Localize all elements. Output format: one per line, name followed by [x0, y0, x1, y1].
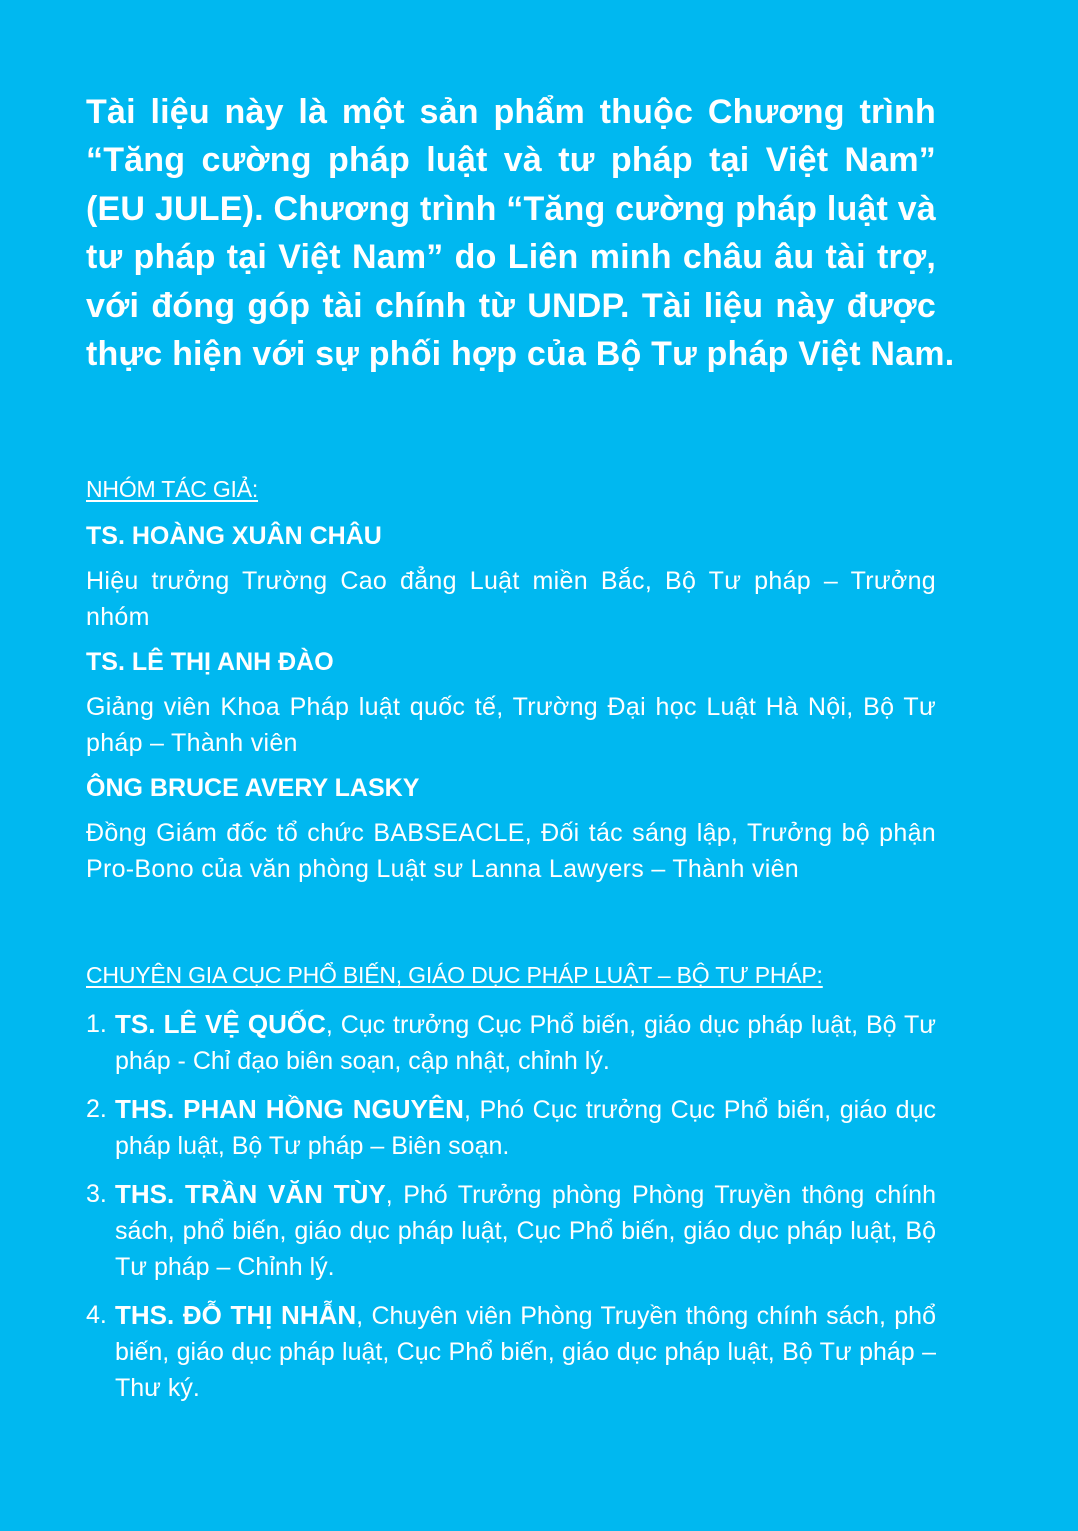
intro-line: với đóng góp tài chính từ UNDP. Tài liệu này được [86, 286, 936, 325]
list-number: 4. [86, 1301, 107, 1329]
author-entry [86, 521, 936, 635]
expert-name: THS. ĐỖ THỊ NHẪN [115, 1300, 357, 1330]
list-item [86, 1006, 936, 1079]
intro-line: Tài liệu này là một sản phẩm thuộc Chương trình [86, 93, 936, 131]
expert-name: THS. PHAN HỒNG NGUYÊN [115, 1094, 464, 1124]
expert-name: TS. LÊ VỆ QUỐC [115, 1009, 326, 1039]
author-desc: Đồng Giám đốc tổ chức BABSEACLE, Đối tác sáng lập, Trưởng bộ phận Pro-Bono của văn phòng Luật sư Lanna Lawyers – Thành viên [86, 819, 936, 883]
expert-desc: , Cục trưởng Cục Phổ biến, giáo dục pháp luật, Bộ Tư pháp - Chỉ đạo biên soạn, cập nhật, chỉnh lý. [115, 1011, 936, 1075]
author-entry [86, 647, 936, 761]
author-name: TS. HOÀNG XUÂN CHÂU [86, 522, 382, 550]
author-entry [86, 773, 936, 887]
author-name: TS. LÊ THỊ ANH ĐÀO [86, 648, 334, 676]
expert-desc: , Phó Cục trưởng Cục Phổ biến, giáo dục pháp luật, Bộ Tư pháp – Biên soạn. [115, 1096, 936, 1160]
authors-heading: NHÓM TÁC GIẢ: [86, 476, 259, 502]
author-name: ÔNG BRUCE AVERY LASKY [86, 774, 420, 802]
author-desc: Giảng viên Khoa Pháp luật quốc tế, Trường Đại học Luật Hà Nội, Bộ Tư pháp – Thành viên [86, 693, 936, 757]
list-item [86, 1091, 936, 1164]
author-desc: Hiệu trưởng Trường Cao đẳng Luật miền Bắc, Bộ Tư pháp – Trưởng nhóm [86, 567, 936, 631]
expert-desc: , Phó Trưởng phòng Phòng Truyền thông chính sách, phổ biến, giáo dục pháp luật, Cục Phổ biến, giáo dục pháp luật, Bộ Tư pháp – Chỉnh lý. [115, 1181, 936, 1281]
experts-section [86, 960, 936, 1406]
experts-heading: CHUYÊN GIA CỤC PHỔ BIẾN, GIÁO DỤC PHÁP LUẬT – BỘ TƯ PHÁP: [86, 962, 823, 988]
list-item [86, 1297, 936, 1406]
list-number: 1. [86, 1010, 107, 1038]
list-number: 3. [86, 1180, 107, 1208]
authors-section [86, 474, 936, 887]
intro-line: “Tăng cường pháp luật và tư pháp tại Việt Nam” [86, 141, 936, 180]
list-item [86, 1176, 936, 1285]
expert-name: THS. TRẦN VĂN TÙY [115, 1179, 386, 1209]
intro-line: tư pháp tại Việt Nam” do Liên minh châu âu tài trợ, [86, 238, 936, 277]
expert-desc: , Chuyên viên Phòng Truyền thông chính sách, phổ biến, giáo dục pháp luật, Cục Phổ biến, giáo dục pháp luật, Bộ Tư pháp – Thư ký. [115, 1302, 936, 1402]
list-number: 2. [86, 1095, 107, 1123]
intro-line: thực hiện với sự phối hợp của Bộ Tư pháp Việt Nam. [86, 334, 955, 373]
intro-paragraph [86, 88, 955, 378]
intro-line: (EU JULE). Chương trình “Tăng cường pháp luật và [86, 189, 936, 228]
